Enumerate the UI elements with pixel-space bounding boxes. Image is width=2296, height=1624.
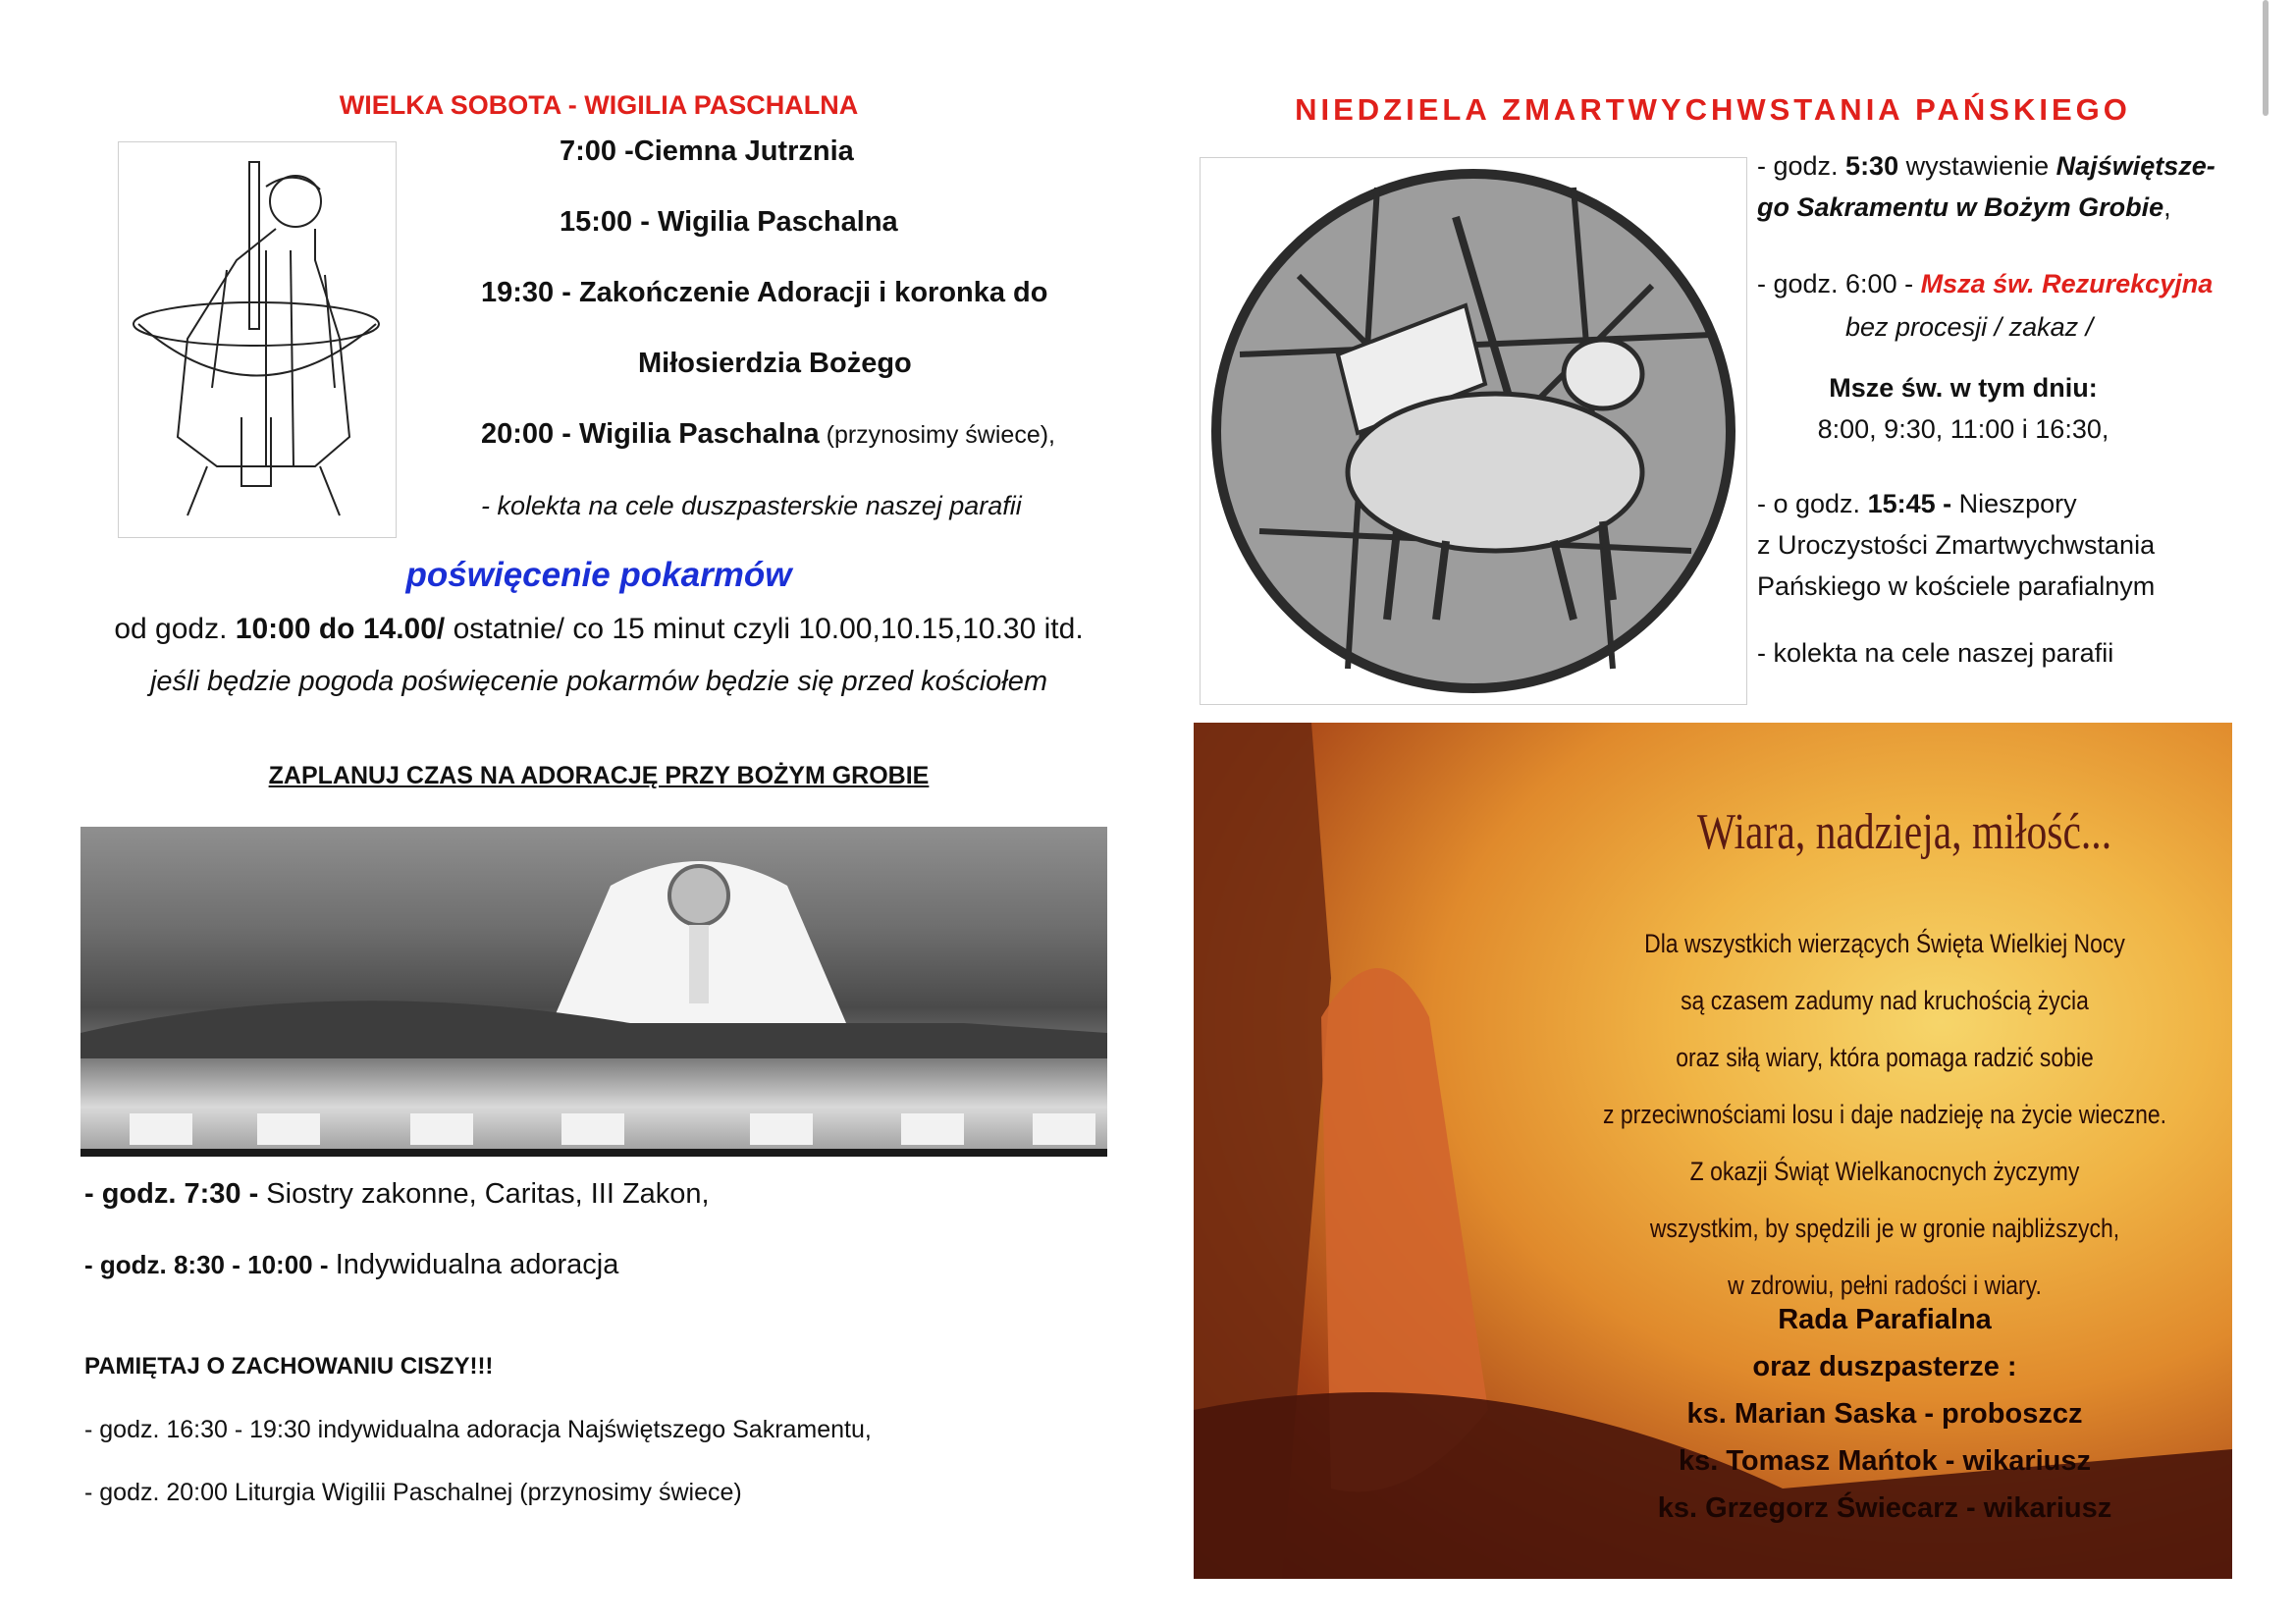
resurrection-mass-line: - godz. 6:00 - Msza św. Rezurekcyjna (1757, 269, 2214, 298)
adoration-item-2: - godz. 8:30 - 10:00 - Indywidualna adoracja (84, 1249, 619, 1280)
exposition-line: - godz. 5:30 wystawienie Najświętsze- go Sakramentu w Bożym Grobie, (1757, 151, 2216, 222)
adoration-item-1: - godz. 7:30 - Siostry zakonne, Caritas, III Zakon, (84, 1178, 710, 1210)
vespers-block: - o godz. 15:45 - Nieszpory z Uroczystości Zmartwychwstania Pańskiego w kościele parafialnym (1757, 489, 2156, 601)
masses-title: Msze św. w tym dniu: (1829, 373, 2098, 403)
no-procession-note: bez procesji / zakaz / (1845, 312, 2094, 342)
priest-illustration (118, 141, 397, 538)
sunday-collection: - kolekta na cele naszej parafii (1757, 638, 2114, 668)
extra-item-2: - godz. 20:00 Liturgia Wigilii Paschalnej (przynosimy świece) (84, 1479, 742, 1506)
extra-item-1: - godz. 16:30 - 19:30 indywidualna adoracja Najświętszego Sakramentu, (84, 1416, 872, 1443)
schedule-line-5: 20:00 - Wigilia Paschalna (przynosimy świece), (481, 418, 1055, 450)
blessing-weather-note: jeśli będzie pogoda poświęcenie pokarmów będzie się przed kościołem (149, 666, 1047, 697)
blessing-title: poświęcenie pokarmów (405, 556, 792, 594)
scrollbar[interactable] (2263, 0, 2269, 116)
schedule-line-3: 19:30 - Zakończenie Adoracji i koronka do (481, 277, 1048, 308)
card-signature: Rada Parafialna oraz duszpasterze : ks. Marian Saska - proboszcz ks. Tomasz Mańtok - wikariusz ks. Grzegorz Świecarz - wikariusz (1657, 1304, 2112, 1524)
schedule-line-4: Miłosierdzia Bożego (638, 348, 912, 379)
collection-note: - kolekta na cele duszpasterskie naszej parafii (481, 491, 1022, 520)
masses-times: 8:00, 9:30, 11:00 i 16:30, (1817, 414, 2109, 444)
blessing-hours: od godz. 10:00 do 14.00/ ostatnie/ co 15 minut czyli 10.00,10.15,10.30 itd. (114, 613, 1084, 645)
lamb-stained-glass (1200, 157, 1747, 705)
sunday-title: NIEDZIELA ZMARTWYCHWSTANIA PAŃSKIEGO (1295, 92, 2131, 127)
schedule-line-2: 15:00 - Wigilia Paschalna (560, 206, 898, 238)
silence-note: PAMIĘTAJ O ZACHOWANIU CISZY!!! (84, 1353, 494, 1380)
card-title: Wiara, nadzieja, miłość... (1696, 804, 2112, 860)
schedule-line-1: 7:00 -Ciemna Jutrznia (560, 135, 854, 167)
card-message: Dla wszystkich wierzących Święta Wielkiej Nocy są czasem zadumy nad kruchością życia oraz siłą wiary, która pomaga radzić sobie z przeciwnościami losu i daje nadzieję na życie wieczne. Z okazji Świąt Wielkanocnych życzymy wszystkim, by spędzili je w gronie najbliższych, w zdrowiu, pełni radości i wiary. (1602, 929, 2167, 1300)
saturday-title: WIELKA SOBOTA - WIGILIA PASCHALNA (339, 90, 859, 120)
adoration-heading: ZAPLANUJ CZAS NA ADORACJĘ PRZY BOŻYM GROBIE (268, 762, 930, 789)
tomb-photo (80, 827, 1107, 1157)
